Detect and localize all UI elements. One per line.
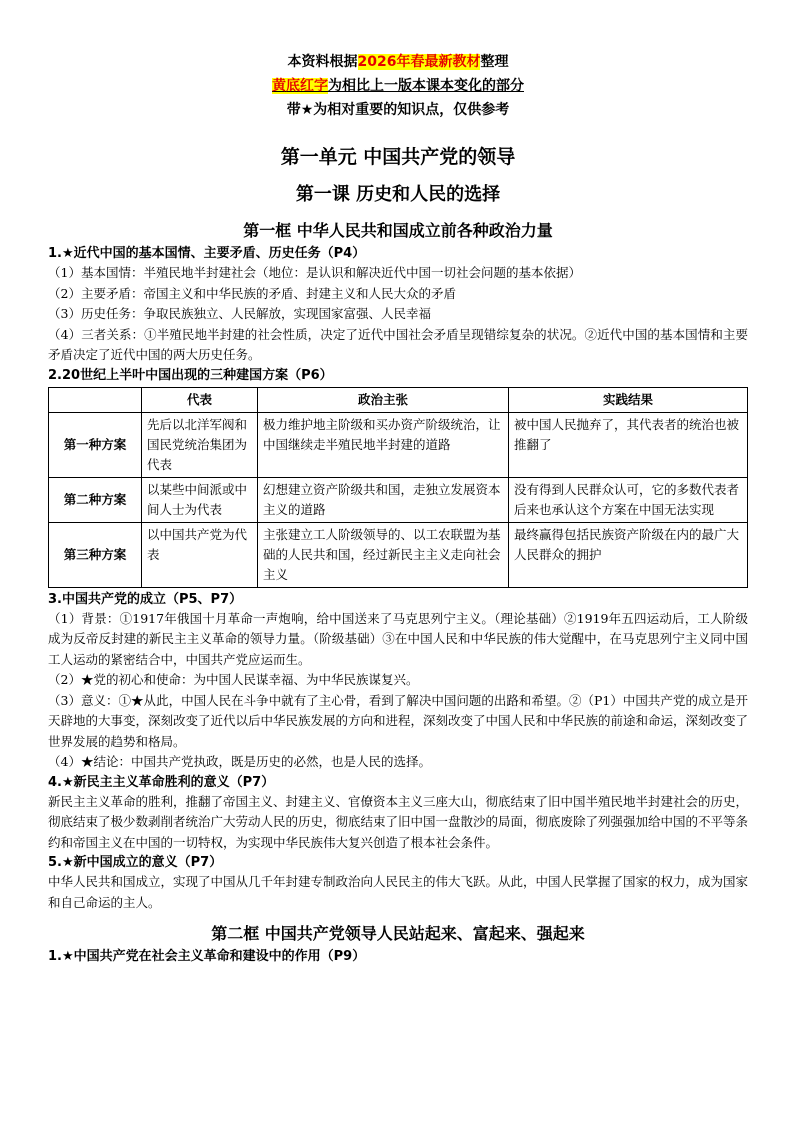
- header-text: 为相比上一版本课本变化的部分: [328, 78, 524, 94]
- header-year: 2026: [357, 54, 397, 70]
- table-cell: 以某些中间派或中间人士为代表: [142, 477, 258, 522]
- section-3-line-1: （1）背景：①1917年俄国十月革命一声炮响，给中国送来了马克思列宁主义。（理论基础）②1919年五四运动后，工人阶级成为反帝反封建的新民主主义革命的领导力量。（阶级基础）③在中国人民和中华民族的伟大觉醒中，在马克思列宁主义同中国工人运动的紧密结合中，中国共产党应运而生。: [48, 610, 748, 667]
- table-cell: 极力维护地主阶级和买办资产阶级统治，让中国继续走半殖民地半封建的道路: [258, 412, 509, 477]
- unit-title: 第一单元 中国共产党的领导: [280, 146, 516, 168]
- lesson-title: 第一课 历史和人民的选择: [295, 184, 501, 205]
- section-3-line-4: （4）★结论：中国共产党执政，既是历史的必然，也是人民的选择。: [48, 754, 431, 769]
- section-5-title: 5.★新中国成立的意义（P7）: [48, 855, 223, 870]
- frame-1-title: 第一框 中华人民共和国成立前各种政治力量: [243, 221, 553, 240]
- table-header-row: [49, 387, 748, 412]
- header-text: 本资料根据: [287, 54, 358, 70]
- section-1-line-2: （2）主要矛盾：帝国主义和中华民族的矛盾、封建主义和人民大众的矛盾: [48, 285, 456, 301]
- section-1-title: 1.★近代中国的基本国情、主要矛盾、历史任务（P4）: [48, 246, 366, 261]
- table-cell: 被中国人民抛弃了，其代表者的统治也被推翻了: [509, 412, 748, 477]
- section-1-line-4: （4）三者关系：①半殖民地半封建的社会性质，决定了近代中国社会矛盾呈现错综复杂的状况。②近代中国的基本国情和主要矛盾决定了近代中国的两大历史任务。: [48, 326, 748, 362]
- section-1-line-1: （1）基本国情：半殖民地半封建社会（地位：是认识和解决近代中国一切社会问题的基本依据）: [48, 265, 581, 280]
- table-header-cell: 代表: [142, 387, 258, 412]
- section-1-line-3: （3）历史任务：争取民族独立、人民解放，实现国家富强、人民幸福: [48, 306, 431, 321]
- table-cell: 先后以北洋军阀和国民党统治集团为代表: [142, 412, 258, 477]
- table-row: [49, 412, 748, 477]
- header-highlight: 年春最新教材: [396, 54, 481, 70]
- frame-2-title: 第二框 中国共产党领导人民站起来、富起来、强起来: [211, 924, 585, 943]
- table-row: [49, 522, 748, 587]
- header-line-1: [48, 50, 748, 74]
- section-4-body: 新民主主义革命的胜利，推翻了帝国主义、封建主义、官僚资本主义三座大山，彻底结束了旧中国半殖民地半封建社会的历史，彻底结束了极少数剥削者统治广大劳动人民的历史，彻底结束了旧中国一盘散沙的局面，彻底废除了列强强加给中国的不平等条约和帝国主义在中国的一切特权，为实现中华民族伟大复兴创造了根本社会条件。: [48, 793, 749, 850]
- table-cell: 主张建立工人阶级领导的、以工农联盟为基础的人民共和国，经过新民主主义走向社会主义: [258, 522, 509, 587]
- table-cell: 没有得到人民群众认可，它的多数代表者后来也承认这个方案在中国无法实现: [509, 477, 748, 522]
- table-header-cell: 政治主张: [258, 387, 509, 412]
- section-3-line-3: （3）意义：①★从此，中国人民在斗争中就有了主心骨，看到了解决中国问题的出路和希望。②（P1）中国共产党的成立是开天辟地的大事变，深刻改变了近代以后中华民族发展的方向和进程，深刻改变了中国人民和中华民族的前途和命运，深刻改变了世界发展的趋势和格局。: [48, 692, 749, 749]
- table-row-header: 第二种方案: [49, 477, 142, 522]
- table-cell: 最终赢得包括民族资产阶级在内的最广大人民群众的拥护: [509, 522, 748, 587]
- table-row-header: 第一种方案: [49, 412, 142, 477]
- header-line-3: 带★为相对重要的知识点，仅供参考: [286, 102, 510, 118]
- table-row: [49, 477, 748, 522]
- frame-2-section-1-title: 1.★中国共产党在社会主义革命和建设中的作用（P9）: [48, 949, 366, 964]
- table-header-cell: 实践结果: [509, 387, 748, 412]
- table-row-header: 第三种方案: [49, 522, 142, 587]
- table-cell: 幻想建立资产阶级共和国，走独立发展资本主义的道路: [258, 477, 509, 522]
- section-3-title: 3.中国共产党的成立（P5、P7）: [48, 591, 243, 607]
- schemes-table: [48, 387, 748, 588]
- table-header-cell: [49, 387, 142, 412]
- section-4-title: 4.★新民主主义革命胜利的意义（P7）: [48, 774, 275, 790]
- header-highlight: 黄底红字: [272, 78, 328, 94]
- header-line-2: [48, 74, 748, 98]
- section-5-body: 中华人民共和国成立，实现了中国从几千年封建专制政治向人民民主的伟大飞跃。从此，中国人民掌握了国家的权力，成为国家和自己命运的主人。: [48, 874, 749, 910]
- section-3-line-2: （2）★党的初心和使命：为中国人民谋幸福、为中华民族谋复兴。: [48, 672, 419, 687]
- table-cell: 以中国共产党为代表: [142, 522, 258, 587]
- section-2-title: 2.20世纪上半叶中国出现的三种建国方案（P6）: [48, 367, 333, 383]
- header-text: 整理: [480, 54, 509, 70]
- document-page: [48, 50, 748, 966]
